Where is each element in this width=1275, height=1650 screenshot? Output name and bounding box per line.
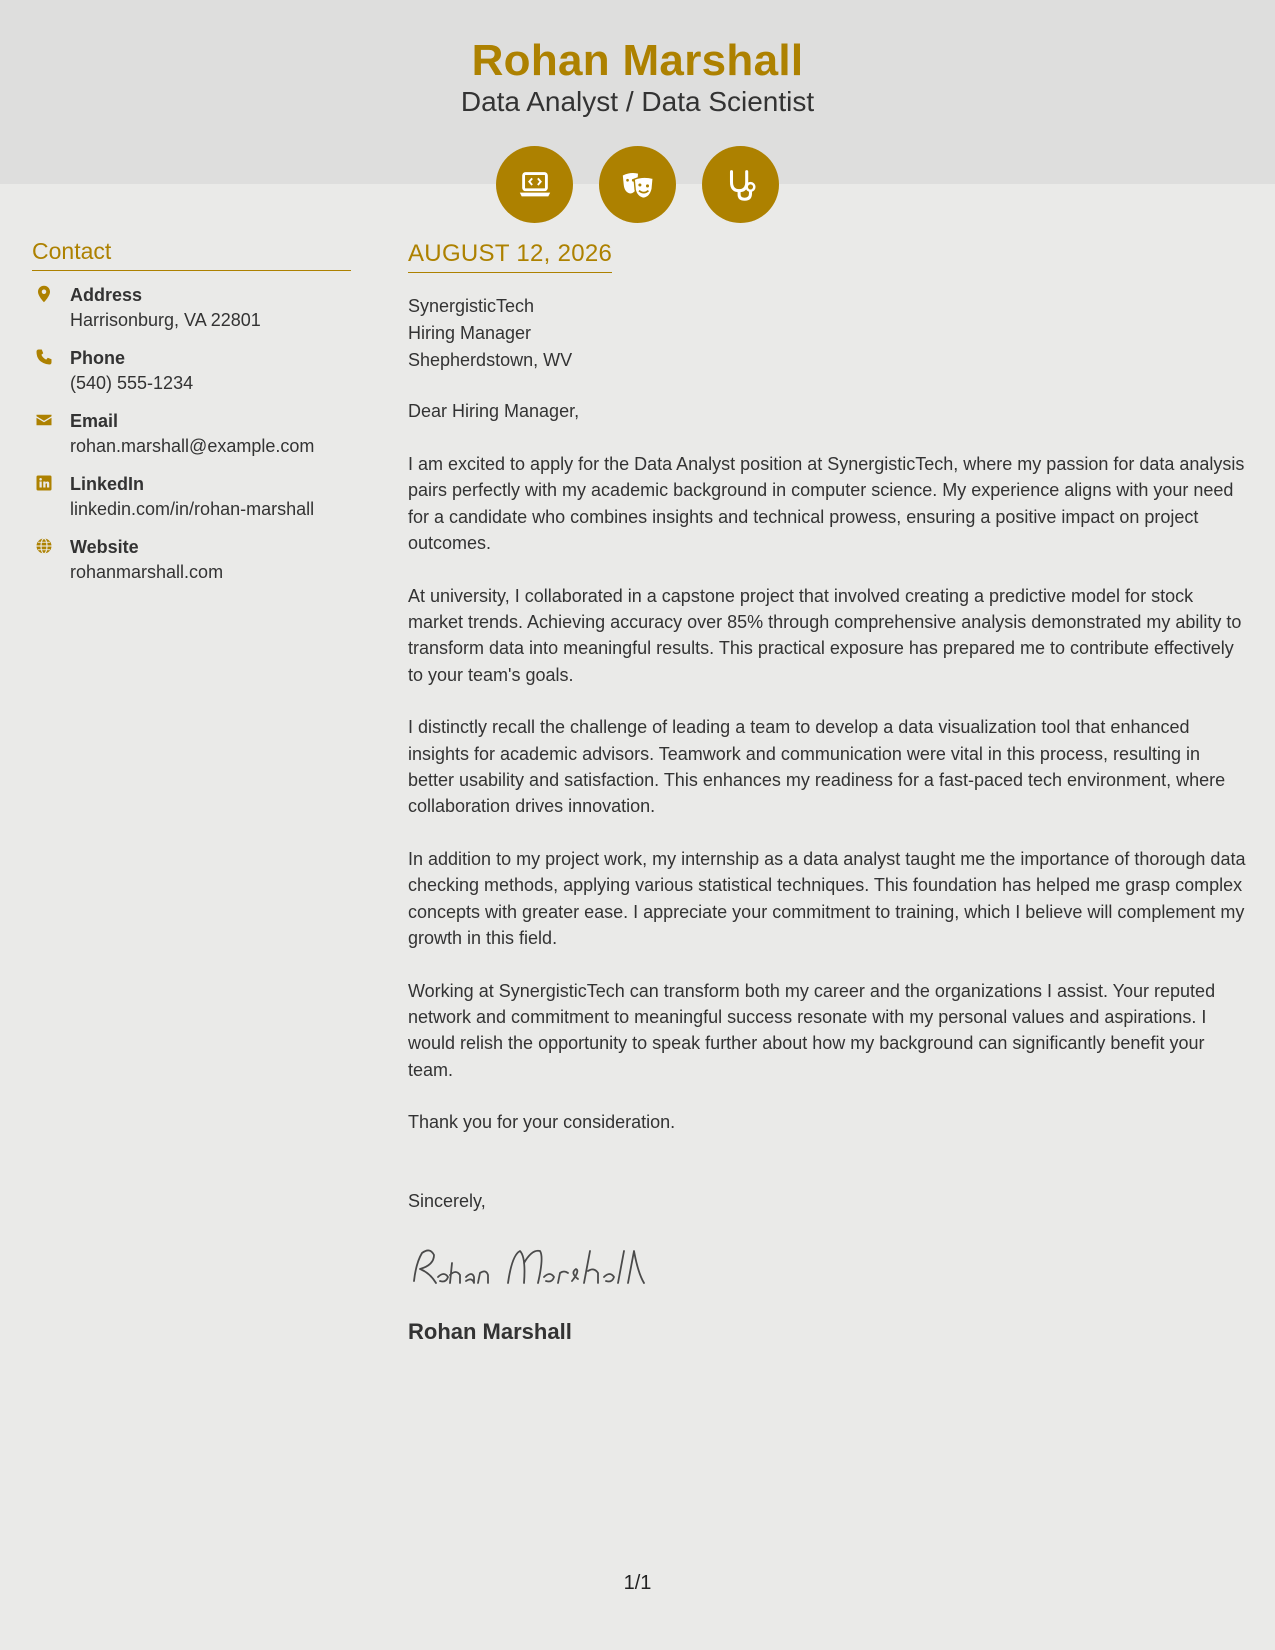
location-pin-icon [32,283,70,308]
closing: Sincerely, [408,1190,486,1211]
contact-address [32,283,351,333]
letter-paragraph: Thank you for your consideration. [408,1112,676,1133]
contact-value: (540) 555-1234 [70,373,194,393]
contact-value[interactable]: rohanmarshall.com [70,562,224,582]
salutation: Dear Hiring Manager, [408,401,580,421]
letter-body [408,240,1248,1345]
recipient-block [408,293,1248,374]
contact-website [32,535,351,585]
recipient-company: SynergisticTech [408,296,535,316]
contact-label: Phone [70,348,126,368]
letter-paragraph: At university, I collaborated in a capstone project that involved creating a predictive model for stock market trends. Achieving accuracy over 85% through comprehensive analysis demonstrated my ability to transform data into meaningful results. This practical exposure has prepared me to contribute effectively to your team's goals. [408,585,1242,685]
letter-paragraph: In addition to my project work, my internship as a data analyst taught me the importance of thorough data checking methods, applying various statistical techniques. This foundation has helped me grasp complex concepts with greater ease. I appreciate your commitment to training, which I believe will complement my growth in this field. [408,848,1246,949]
contact-label: Address [70,285,143,305]
envelope-icon [32,409,70,434]
contact-heading: Contact [32,238,351,271]
linkedin-icon [32,472,70,497]
contact-value[interactable]: rohan.marshall@example.com [70,436,315,456]
letter-paragraph: I distinctly recall the challenge of leading a team to develop a data visualization tool that enhanced insights for academic advisors. Teamwork and communication were vital in this process, resulting in better usability and satisfaction. This enhances my readiness for a fast-paced tech environment, where collaboration drives innovation. [408,717,1226,817]
laptop-code-icon [496,146,573,223]
contact-phone [32,346,351,396]
handwritten-signature [408,1243,1248,1293]
applicant-name: Rohan Marshall [471,36,804,85]
contact-label: Email [70,411,119,431]
contact-label: Website [70,537,139,557]
phone-icon [32,346,70,371]
contact-value[interactable]: linkedin.com/in/rohan-marshall [70,499,315,519]
letter-paragraph: I am excited to apply for the Data Analyst position at SynergisticTech, where my passion for data analysis pairs perfectly with my academic background in computer science. My experience aligns with your need for a candidate who combines insights and technical prowess, ensuring a positive impact on project outcomes. [408,454,1245,554]
globe-icon [32,535,70,560]
page-number: 1/1 [623,1572,652,1594]
letter-paragraph: Working at SynergisticTech can transform both my career and the organizations I assist. Your reputed network and commitment to meaningful success resonate with my personal values and aspirations. I would relish the opportunity to speak further about how my background can significantly benefit your team. [408,980,1216,1080]
interest-icons [0,146,1275,223]
recipient-title: Hiring Manager [408,323,532,343]
stethoscope-icon [702,146,779,223]
contact-list [32,283,351,585]
letter-date: AUGUST 12, 2026 [408,240,612,273]
contact-linkedin [32,472,351,522]
contact-value: Harrisonburg, VA 22801 [70,310,261,330]
contact-sidebar [32,238,351,598]
contact-label: LinkedIn [70,474,145,494]
signer-name: Rohan Marshall [408,1318,572,1344]
applicant-title: Data Analyst / Data Scientist [460,86,815,117]
contact-email [32,409,351,459]
recipient-location: Shepherdstown, WV [408,350,573,370]
masks-theater-icon [599,146,676,223]
